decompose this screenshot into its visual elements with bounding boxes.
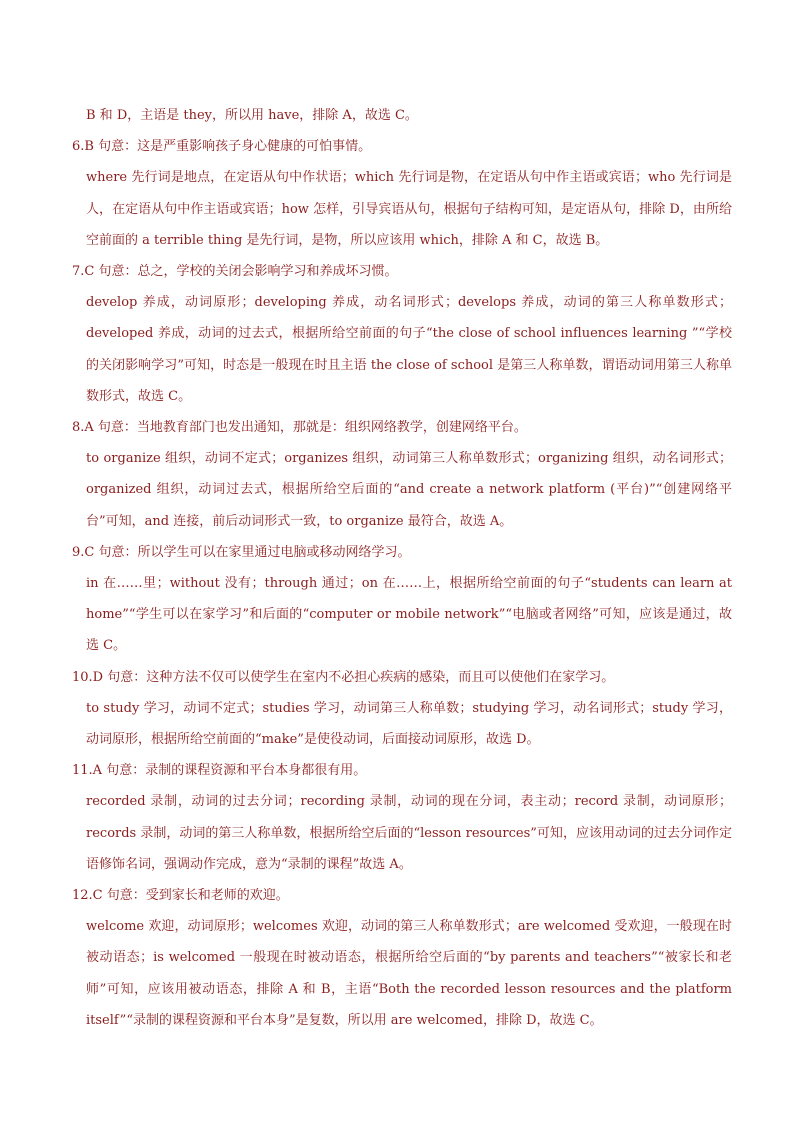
q12-heading: 12.C 句意：受到家长和老师的欢迎。 [72,888,289,904]
q10-explanation: to study 学习，动词不定式；studies 学习，动词第三人称单数；studying 学习，动名词形式；study 学习，动词原形，根据所给空前面的“make”是使役动词，后面接动词原形，故选 D。 [86,700,732,748]
q7-explanation: develop 养成，动词原形；developing 养成，动名词形式；develops 养成，动词的第三人称单数形式；developed 养成，动词的过去式，根据所给空前面的句子“the close of school influences learning ”“学校的关闭影响学习”可知，时态是一般现在时且主语 the close of school 是第三人称单数，谓语动词用第三人称单数形式，故选 C。 [86,295,732,404]
q9-heading: 9.C 句意：所以学生可以在家里通过电脑或移动网络学习。 [72,544,411,560]
answer-explanations [72,100,732,1036]
q9-explanation: in 在……里；without 没有；through 通过；on 在……上，根据所给空前面的句子“students can learn at home”“学生可以在家学习”和后面的“computer or mobile network”“电脑或者网络”可知，应该是通过，故选 C。 [86,576,732,654]
q6-explanation: where 先行词是地点，在定语从句中作状语；which 先行词是物，在定语从句中作主语或宾语；who 先行词是人，在定语从句中作主语或宾语；how 怎样，引导宾语从句，根据句子结构可知，是定语从句，排除 D，由所给空前面的 a terrible thing 是先行词，是物，所以应该用 which，排除 A 和 C，故选 B。 [86,170,732,248]
q8-explanation: to organize 组织，动词不定式；organizes 组织，动词第三人称单数形式；organizing 组织，动名词形式；organized 组织，动词过去式，根据所给空后面的“and create a network platform (平台)”“创建网络平台”可知，and 连接，前后动词形式一致，to organize 最符合，故选 A。 [86,451,732,529]
q6-heading: 6.B 句意：这是严重影响孩子身心健康的可怕事情。 [72,139,372,155]
q10-heading: 10.D 句意：这种方法不仅可以使学生在室内不必担心疾病的感染，而且可以使他们在家学习。 [72,669,615,685]
q12-explanation: welcome 欢迎，动词原形；welcomes 欢迎，动词的第三人称单数形式；are welcomed 受欢迎，一般现在时被动语态；is welcomed 一般现在时被动语态，根据所给空后面的“by parents and teachers”“被家长和老师”可知，应该用被动语态，排除 A 和 B，主语“Both the recorded lesson resources and the platform itself”“录制的课程资源和平台本身”是复数，所以用 are welcomed，排除 D，故选 C。 [86,919,732,1028]
continuation-line: B 和 D，主语是 they，所以用 have，排除 A，故选 C。 [86,108,418,123]
q8-heading: 8.A 句意：当地教育部门也发出通知，那就是：组织网络教学，创建网络平台。 [72,420,527,436]
q7-heading: 7.C 句意：总之，学校的关闭会影响学习和养成坏习惯。 [72,264,398,280]
q11-explanation: recorded 录制，动词的过去分词；recording 录制，动词的现在分词，表主动；record 录制，动词原形；records 录制，动词的第三人称单数，根据所给空后面的“lesson resources”可知，应该用动词的过去分词作定语修饰名词，强调动作完成，意为“录制的课程”故选 A。 [86,794,732,872]
q11-heading: 11.A 句意：录制的课程资源和平台本身都很有用。 [72,763,367,779]
